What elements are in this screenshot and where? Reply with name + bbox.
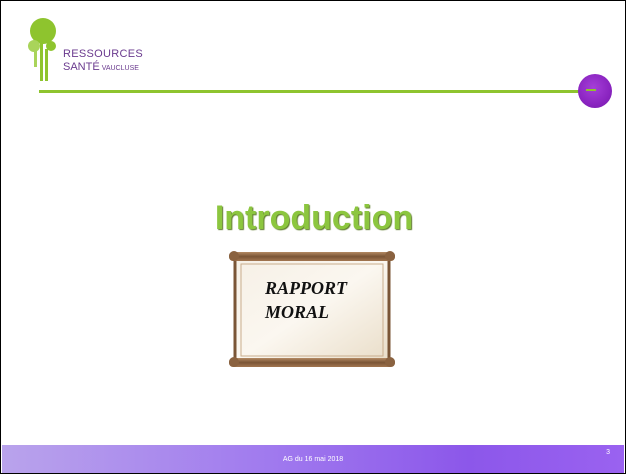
purple-circle-icon bbox=[578, 74, 612, 108]
rule-end-mark bbox=[586, 89, 596, 91]
parchment-line-rapport: RAPPORT bbox=[265, 278, 348, 298]
logo-line-ressources: RESSOURCES bbox=[63, 48, 144, 60]
logo-line-sante bbox=[63, 62, 143, 73]
ressources-sante-logo bbox=[23, 13, 163, 89]
header-rule bbox=[39, 90, 595, 93]
parchment-line-moral: MORAL bbox=[265, 302, 330, 322]
footer-text: AG du 16 mai 2018 bbox=[282, 456, 344, 463]
slide-title: Introduction bbox=[214, 199, 414, 237]
parchment-scroll-image bbox=[229, 250, 395, 368]
logo-vaucluse: VAUCLUSE bbox=[101, 65, 139, 72]
logo-sante: SANTÉ bbox=[63, 61, 100, 73]
parchment-text bbox=[265, 276, 347, 324]
logo-wordmark bbox=[63, 49, 143, 73]
footer-bar bbox=[2, 445, 624, 474]
page-number: 3 bbox=[606, 449, 610, 456]
